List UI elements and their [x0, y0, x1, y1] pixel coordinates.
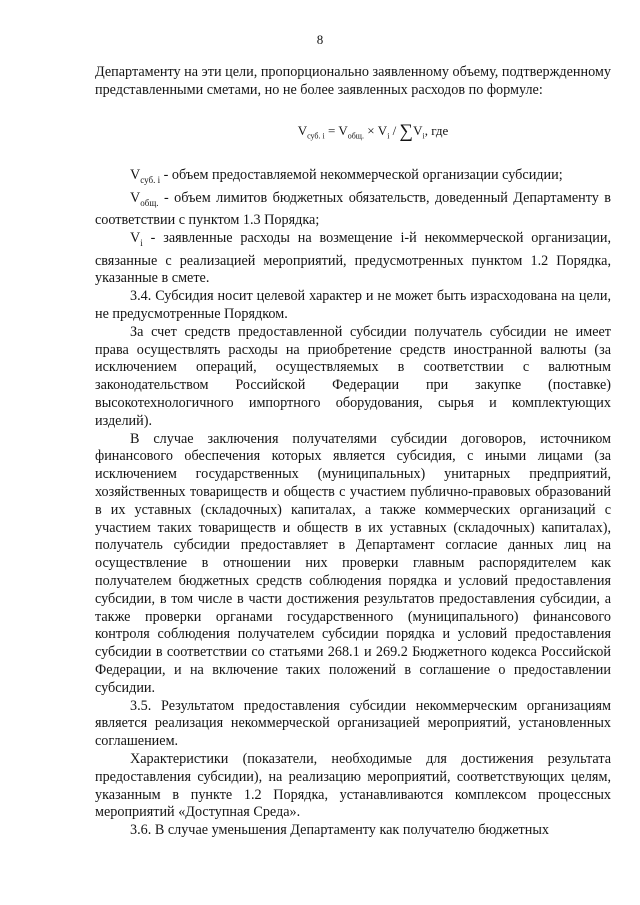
- definition-subscript: суб. i: [140, 174, 161, 185]
- formula-term-3-sub: i: [422, 131, 425, 141]
- clause-3-6: 3.6. В случае уменьшения Департаменту как получателю бюджетных: [130, 822, 549, 839]
- definition-subscript: общ.: [140, 197, 159, 208]
- formula-tail: , где: [424, 122, 449, 138]
- formula-times: ×: [363, 122, 378, 138]
- definition-symbol: V: [130, 189, 141, 206]
- formula-term-1-sub: общ.: [347, 131, 364, 141]
- subsidy-formula: [135, 122, 611, 145]
- definition-subscript: i: [140, 237, 143, 248]
- formula-equals: =: [324, 122, 339, 138]
- clause-3-5: 3.5. Результатом предоставления субсидии некоммерческим организациям является реализация некоммерческой организацией мероприятий, установленных соглашением.: [95, 697, 611, 750]
- definition-v-obsh: [95, 190, 611, 230]
- formula-lhs: V: [297, 122, 308, 138]
- document-body: [95, 64, 611, 840]
- third-party-contracts-clause: В случае заключения получателями субсидии договоров, источником финансового обеспечения которых является субсидия, с иными лицами (за исключением государственных (муниципальных) унитарных предприятий, хозяйственных товариществ и обществ с участием публично-правовых образований в их уставных (складочных) капиталах, а также коммерческих организаций с участием таких товариществ и обществ в их уставных (складочных) капиталах), получатель субсидии предоставляет в Департамент согласие данных лиц на осуществление в отношении них проверки главным распорядителем как получателем бюджетных средств соблюдения порядка и условий предоставления субсидии, в том числе в части достижения результатов предоставления субсидии, а также проверки органами государственного (муниципального) финансового контроля соблюдения получателем субсидии порядка и условий предоставления субсидии в соответствии со статьями 268.1 и 269.2 Бюджетного кодекса Российской Федерации, и на включение таких положений в соглашение о предоставлении субсидии.: [95, 430, 611, 696]
- formula-term-3: V: [413, 122, 423, 138]
- result-characteristics: Характеристики (показатели, необходимые для достижения результата предоставления субсидии), на реализацию мероприятий, соответствующих целям, указанным в пункте 1.2 Порядка, устанавливаются комплексом процессных мероприятий «Доступная Среда».: [95, 750, 611, 821]
- intro-paragraph: Департаменту на эти цели, пропорционально заявленному объему, подтвержденному представленными сметами, но не более заявленных расходов по формуле:: [95, 64, 611, 98]
- foreign-currency-restriction: За счет средств предоставленной субсидии получатель субсидии не имеет права осуществлять расходы на приобретение средств иностранной валюты (за исключением операций, осуществляемых в соответствии с валютным законодательством Российской Федерации при закупке (поставке) высокотехнологичного импортного оборудования, сырья и комплектующих изделий).: [95, 323, 611, 429]
- formula-lhs-sub: суб. i: [307, 131, 325, 141]
- definition-v-sub: [95, 167, 611, 190]
- definition-text: - заявленные расходы на возмещение i-й некоммерческой организации, связанные с реализацией мероприятий, предусмотренных пунктом 1.2 Порядка, указанные в смете.: [95, 230, 611, 287]
- page-number: 8: [316, 32, 324, 47]
- clause-3-4: 3.4. Субсидия носит целевой характер и не может быть израсходована на цели, не предусмотренные Порядком.: [95, 288, 611, 323]
- formula-divide: /: [389, 122, 400, 138]
- formula-term-2-sub: i: [387, 131, 390, 141]
- formula-term-2: V: [377, 122, 388, 138]
- definition-symbol: V: [130, 166, 141, 183]
- sigma-sign: ∑: [399, 120, 414, 142]
- definition-v-i: [95, 230, 611, 288]
- definition-symbol: V: [130, 230, 141, 247]
- definition-text: - объем предоставляемой некоммерческой организации субсидии;: [160, 166, 563, 183]
- definition-text: - объем лимитов бюджетных обязательств, доведенный Департаменту в соответствии с пунктом 1.3 Порядка;: [95, 189, 611, 229]
- formula-term-1: V: [338, 122, 348, 138]
